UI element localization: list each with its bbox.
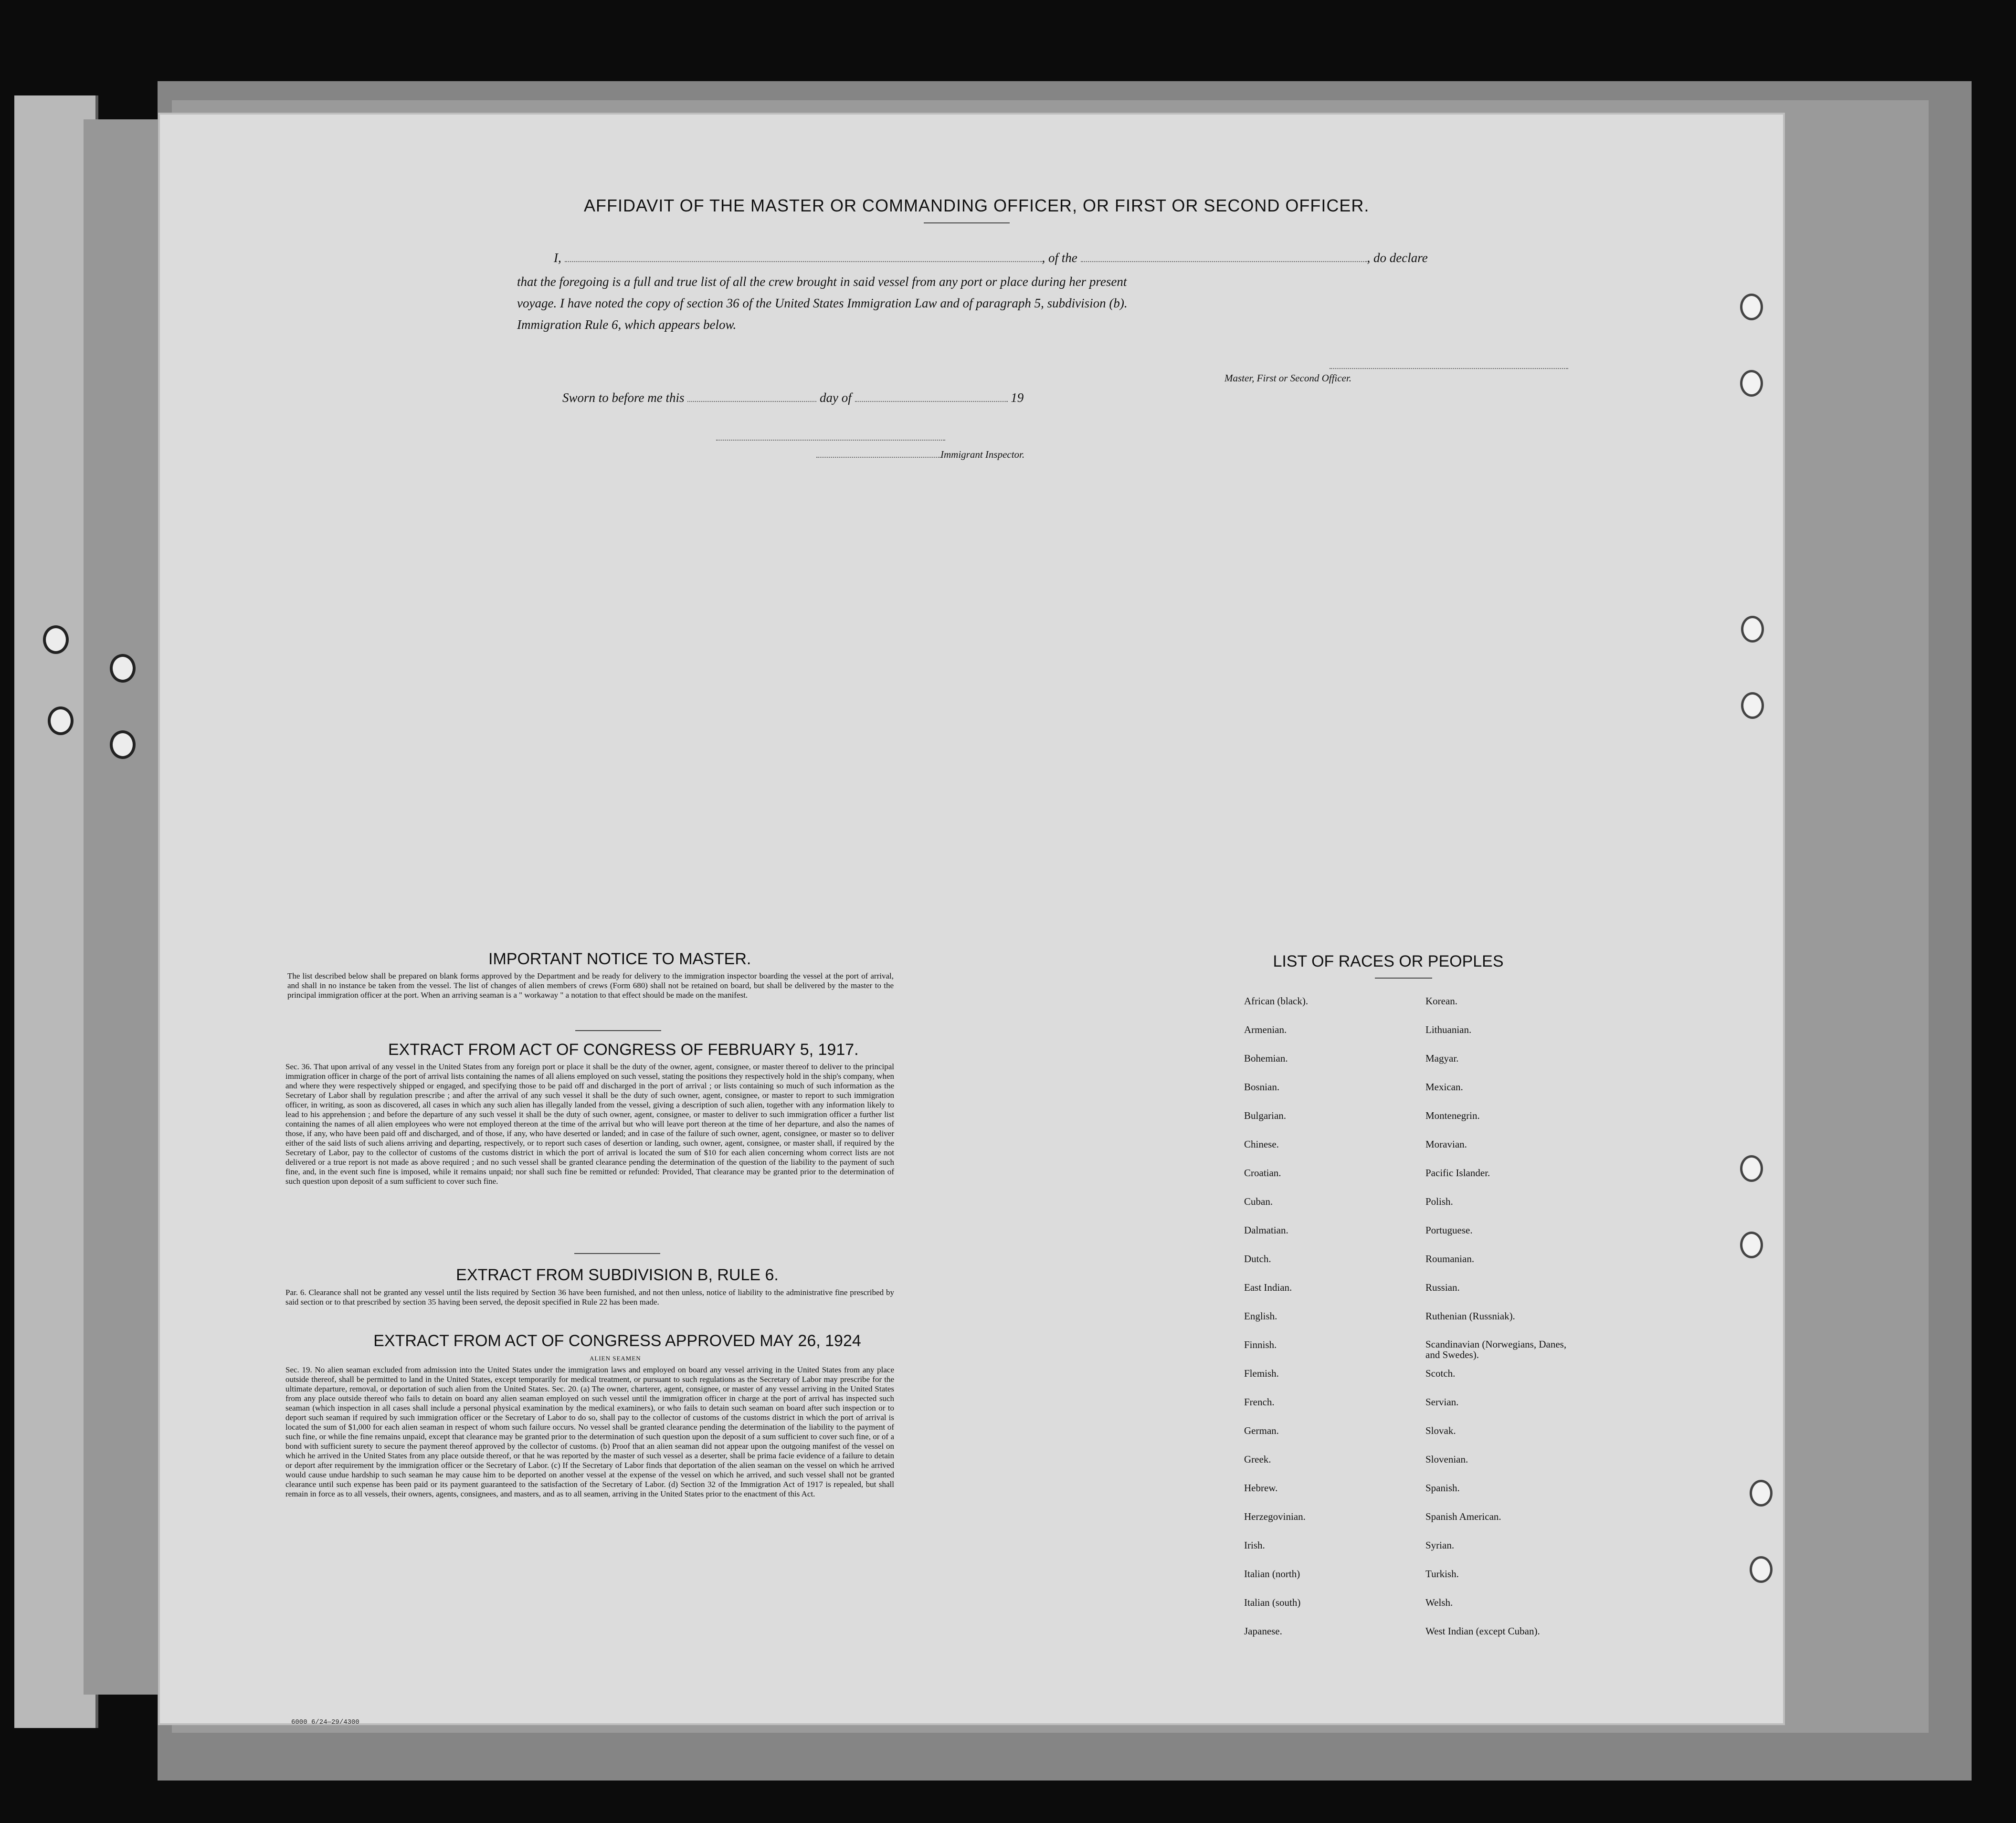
race-item: Slovenian. bbox=[1425, 1454, 1468, 1465]
race-item: Slovak. bbox=[1425, 1425, 1456, 1436]
extract-1917-text: Sec. 36. That upon arrival of any vessel in the United States from any foreign port or place it shall be the duty of the owner, agent, consignee, or master thereof to deliver to the principal immigration officer in charge of the port of arrival lists containing the names of all aliens employed on such vessel, stating the positions they respectively hold in the ship's company, when and where they were respectively shipped or engaged, and specifying those to be paid off and discharged in the port of arrival ; or lists containing so much of such information as the Secretary of Labor shall by regulation prescribe ; and after the arrival of any such vessel it shall be the duty of such owner, agent, consignee, or master to report to such immigration officer, in writing, as soon as discovered, all cases in which any such alien has illegally landed from the vessel, giving a description of such alien, together with any information likely to lead to his apprehension ; and before the departure of any such vessel it shall be the duty of such owner, agent, consignee, or master to deliver to such immigration officer a further list containing the names of all alien employees who were not employed thereon at the time of the arrival but who will leave port thereon at the time of her departure, and also the names of those, if any, who have been paid off and discharged, and of those, if any, who have deserted or landed; and in case of the failure of such owner, agent, consignee, or master so to deliver either of the said lists of such aliens arriving and departing, respectively, or to report such cases of desertion or landing, such owner, agent, consignee, or master shall, if required by the Secretary of Labor, pay to the collector of customs of the customs district in which the port of arrival is located the sum of $10 for each alien concerning whom correct lists are not delivered or a true report is not made as above required ; and no such vessel shall be granted clearance pending the determination of the question of the liability to the payment of such fine, and, in the event such fine is imposed, while it remains unpaid; nor shall such fine be remitted or refunded: Provided, That clearance may be granted prior to the determination of such question upon deposit of a sum sufficient to cover such fine. bbox=[285, 1062, 894, 1186]
race-item: Scotch. bbox=[1425, 1368, 1456, 1379]
inspector-name-blank[interactable] bbox=[816, 456, 940, 458]
races-title: LIST OF RACES OR PEOPLES bbox=[1273, 952, 1504, 970]
race-item: Chinese. bbox=[1244, 1138, 1279, 1150]
race-item: Pacific Islander. bbox=[1425, 1167, 1490, 1179]
race-item: Finnish. bbox=[1244, 1339, 1277, 1350]
race-item: Turkish. bbox=[1425, 1568, 1459, 1580]
extract-1924-subtitle: ALIEN SEAMEN bbox=[590, 1355, 641, 1362]
year-prefix: 19 bbox=[1011, 390, 1024, 405]
title-rule bbox=[924, 222, 1010, 223]
race-item: German. bbox=[1244, 1425, 1279, 1436]
extract-1917-title: EXTRACT FROM ACT OF CONGRESS OF FEBRUARY 5, 1917. bbox=[388, 1041, 859, 1059]
binder-strip-inner bbox=[84, 119, 167, 1695]
race-item: Portuguese. bbox=[1425, 1224, 1473, 1236]
declaration-text-1: that the foregoing is a full and true list of all the crew brought in said vessel from any port or place during her present bbox=[517, 274, 1127, 289]
race-item: Hebrew. bbox=[1244, 1482, 1278, 1494]
binder-hole bbox=[110, 654, 136, 683]
race-item: Italian (north) bbox=[1244, 1568, 1300, 1580]
punch-hole bbox=[1740, 1155, 1763, 1182]
declaration-text-2: voyage. I have noted the copy of section 36 of the United States Immigration Law and of paragraph 5, subdivision (b). bbox=[517, 296, 1128, 310]
extract-rule6-text: Par. 6. Clearance shall not be granted any vessel until the lists required by Section 36 have been furnished, and not then unless, notice of liability to the administrative fine prescribed by said section or to that prescribed by section 35 having been served, the deposit specified in Rule 22 has been made. bbox=[285, 1288, 894, 1307]
race-item: Polish. bbox=[1425, 1196, 1453, 1207]
race-item: Croatian. bbox=[1244, 1167, 1281, 1179]
race-item: Herzegovinian. bbox=[1244, 1511, 1306, 1522]
race-item: Lithuanian. bbox=[1425, 1024, 1472, 1035]
name-blank[interactable] bbox=[565, 261, 1042, 262]
inspector-caption: Immigrant Inspector. bbox=[940, 449, 1025, 460]
extract-rule6-title: EXTRACT FROM SUBDIVISION B, RULE 6. bbox=[456, 1266, 779, 1284]
race-item: Magyar. bbox=[1425, 1053, 1459, 1064]
day-of-label: day of bbox=[820, 390, 852, 405]
do-declare-label: , do declare bbox=[1367, 251, 1428, 265]
race-item: Spanish. bbox=[1425, 1482, 1460, 1494]
manifest-page bbox=[160, 115, 1783, 1726]
signature-caption: Master, First or Second Officer. bbox=[1224, 372, 1351, 384]
punch-hole bbox=[1750, 1556, 1773, 1583]
signature-blank[interactable] bbox=[1330, 368, 1568, 369]
binder-hole bbox=[43, 625, 69, 654]
race-item: Dutch. bbox=[1244, 1253, 1271, 1265]
day-blank[interactable] bbox=[687, 400, 816, 402]
section-rule bbox=[1375, 978, 1432, 979]
section-rule bbox=[575, 1030, 661, 1031]
race-item: Moravian. bbox=[1425, 1138, 1467, 1150]
declaration-text-3: Immigration Rule 6, which appears below. bbox=[517, 317, 737, 332]
races-list-left bbox=[1244, 995, 1308, 1654]
race-item: Servian. bbox=[1425, 1396, 1459, 1408]
declaration-name-line bbox=[554, 251, 1428, 265]
sworn-label: Sworn to before me this bbox=[562, 390, 685, 405]
race-item: Spanish American. bbox=[1425, 1511, 1501, 1522]
race-item: African (black). bbox=[1244, 995, 1309, 1007]
punch-hole bbox=[1750, 1480, 1773, 1507]
race-item: English. bbox=[1244, 1310, 1277, 1322]
race-item: Cuban. bbox=[1244, 1196, 1273, 1207]
punch-hole bbox=[1741, 692, 1764, 719]
inspector-signature-blank[interactable] bbox=[716, 439, 945, 441]
race-item: Mexican. bbox=[1425, 1081, 1463, 1093]
race-item: Roumanian. bbox=[1425, 1253, 1475, 1265]
sworn-line bbox=[562, 390, 1024, 405]
binder-hole bbox=[48, 706, 74, 735]
extract-1924-text: Sec. 19. No alien seaman excluded from admission into the United States under the immigration laws and employed on board any vessel arriving in the United States from any place outside thereof, shall be permitted to land in the United States, except temporarily for medical treatment, or pursuant to such regulations as the Secretary of Labor may prescribe for the ultimate departure, removal, or deportation of such alien from the United States. Sec. 20. (a) The owner, charterer, agent, consignee, or master of any vessel arriving in the United States from any place outside thereof who fails to detain on board any alien seaman employed on such vessel until the immigration officer in charge at the port of arrival has inspected such seaman (which inspection in all cases shall include a personal physical examination by the medical examiners), or who fails to detain such seaman on board after such inspection or to deport such seaman if required by such immigration officer or the Secretary of Labor to do so, shall pay to the collector of customs of the customs district in which the port of arrival is located the sum of $1,000 for each alien seaman in respect of whom such failure occurs. No vessel shall be granted clearance pending the determination of the liability to the payment of such fine, or while the fine remains unpaid, except that clearance may be granted prior to the determination of such question upon the deposit of a sum sufficient to cover such fine, or of a bond with sufficient surety to secure the payment thereof approved by the collector of customs. (b) Proof that an alien seaman did not appear upon the outgoing manifest of the vessel on which he arrived in the United States from any place outside thereof, or that he was reported by the master of such vessel as a deserter, shall be prima facie evidence of a failure to detain or deport after requirement by the immigration officer or the Secretary of Labor. (c) If the Secretary of Labor finds that deportation of the alien seaman on the vessel on which he arrived would cause undue hardship to such seaman he may cause him to be deported on another vessel at the expense of the vessel on which he arrived, and such vessel shall not be granted clearance until such expense has been paid or its payment guaranteed to the satisfaction of the Secretary of Labor. (d) Section 32 of the Immigration Act of 1917 is repealed, but shall remain in force as to all vessels, their owners, agents, consignees, and masters, and as to all seamen, arriving in the United States prior to the enactment of this Act. bbox=[285, 1365, 894, 1498]
affidavit-title: AFFIDAVIT OF THE MASTER OR COMMANDING OFFICER, OR FIRST OR SECOND OFFICER. bbox=[584, 196, 1370, 215]
race-item: Korean. bbox=[1425, 995, 1458, 1007]
races-list-right bbox=[1425, 995, 1578, 1654]
race-item: Scandinavian (Norwegians, Danes, and Swedes). bbox=[1425, 1338, 1567, 1360]
race-item: Syrian. bbox=[1425, 1539, 1455, 1551]
notice-text: The list described below shall be prepared on blank forms approved by the Department and be ready for delivery to the immigration inspector boarding the vessel at the port of arrival, and shall in no instance be taken from the vessel. The list of changes of alien members of crews (Form 680) shall not be retained on board, but shall be delivered by the master to the principal immigration officer at the port. When an arriving seaman is a " workaway " a notation to that effect should be made on the manifest. bbox=[287, 971, 894, 1000]
race-item: Greek. bbox=[1244, 1454, 1271, 1465]
of-the-label: , of the bbox=[1042, 251, 1077, 265]
race-item: Armenian. bbox=[1244, 1024, 1287, 1035]
race-item: Bohemian. bbox=[1244, 1053, 1288, 1064]
race-item: Irish. bbox=[1244, 1539, 1265, 1551]
race-item: Japanese. bbox=[1244, 1625, 1282, 1637]
section-rule bbox=[574, 1253, 660, 1254]
punch-hole bbox=[1740, 370, 1763, 397]
race-item: Bosnian. bbox=[1244, 1081, 1280, 1093]
vessel-blank[interactable] bbox=[1081, 261, 1367, 262]
notice-title: IMPORTANT NOTICE TO MASTER. bbox=[488, 950, 751, 968]
race-item: Dalmatian. bbox=[1244, 1224, 1288, 1236]
i-label: I, bbox=[554, 251, 561, 265]
form-number: 6000 6/24—29/4300 bbox=[291, 1718, 359, 1726]
race-item: Bulgarian. bbox=[1244, 1110, 1287, 1121]
inspector-line bbox=[816, 449, 1024, 461]
race-item: West Indian (except Cuban). bbox=[1425, 1625, 1540, 1637]
race-item: Russian. bbox=[1425, 1282, 1460, 1293]
race-item: Flemish. bbox=[1244, 1368, 1279, 1379]
punch-hole bbox=[1740, 294, 1763, 320]
race-item: French. bbox=[1244, 1396, 1275, 1408]
month-blank[interactable] bbox=[855, 400, 1008, 402]
race-item: Italian (south) bbox=[1244, 1597, 1301, 1608]
punch-hole bbox=[1741, 616, 1764, 643]
extract-1924-title: EXTRACT FROM ACT OF CONGRESS APPROVED MAY 26, 1924 bbox=[373, 1332, 861, 1350]
race-item: Montenegrin. bbox=[1425, 1110, 1480, 1121]
punch-hole bbox=[1740, 1232, 1763, 1258]
binder-hole bbox=[110, 730, 136, 759]
race-item: Ruthenian (Russniak). bbox=[1425, 1310, 1515, 1322]
race-item: Welsh. bbox=[1425, 1597, 1453, 1608]
race-item: East Indian. bbox=[1244, 1282, 1292, 1293]
